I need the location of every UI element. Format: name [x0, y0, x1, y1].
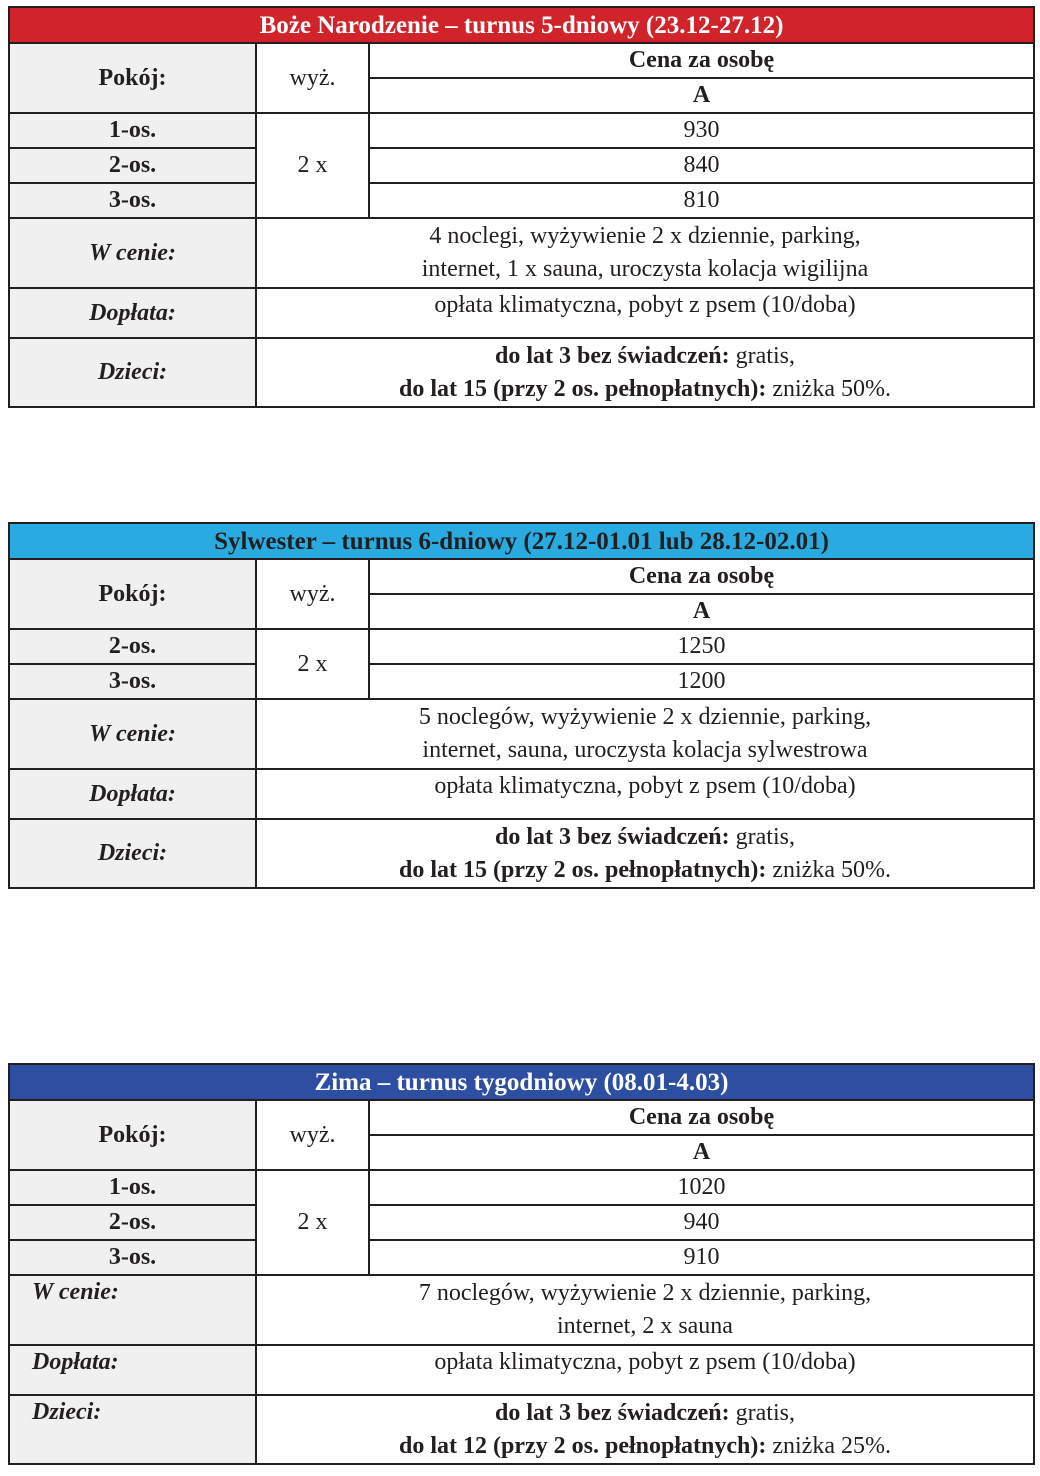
- room-type: 2-os.: [9, 148, 256, 183]
- children-line2-bold: do lat 12 (przy 2 os. pełnopłatnych):: [399, 1432, 767, 1459]
- room-type: 2-os.: [9, 1205, 256, 1240]
- included-text: [256, 218, 1034, 288]
- room-type: 3-os.: [9, 664, 256, 699]
- children-line1-bold: do lat 3 bez świadczeń:: [495, 342, 730, 369]
- meals-value: 2 x: [256, 1170, 369, 1275]
- category-header: A: [369, 594, 1034, 629]
- children-line2-rest: zniżka 50%.: [766, 375, 891, 402]
- children-line1-rest: gratis,: [729, 823, 795, 850]
- included-line: internet, 2 x sauna: [557, 1313, 733, 1339]
- children-text: [256, 819, 1034, 888]
- room-price: 910: [369, 1240, 1034, 1275]
- room-price: 810: [369, 183, 1034, 218]
- room-price: 1250: [369, 629, 1034, 664]
- children-line1-bold: do lat 3 bez świadczeń:: [495, 1399, 730, 1426]
- meals-header: wyż.: [256, 43, 369, 113]
- room-type: 3-os.: [9, 183, 256, 218]
- meals-value: 2 x: [256, 629, 369, 699]
- christmas-price-table: [8, 6, 1035, 408]
- children-text: [256, 1395, 1034, 1464]
- room-price: 930: [369, 113, 1034, 148]
- included-line: 7 noclegów, wyżywienie 2 x dziennie, parking,: [418, 1280, 872, 1306]
- room-price: 1020: [369, 1170, 1034, 1205]
- price-per-person-header: Cena za osobę: [369, 1100, 1034, 1135]
- meals-value: 2 x: [256, 113, 369, 218]
- children-line2-bold: do lat 15 (przy 2 os. pełnopłatnych):: [399, 856, 767, 883]
- room-price: 940: [369, 1205, 1034, 1240]
- room-price: 840: [369, 148, 1034, 183]
- included-label: W cenie:: [9, 218, 256, 288]
- extra-label: Dopłata:: [9, 769, 256, 819]
- category-header: A: [369, 1135, 1034, 1170]
- included-label: W cenie:: [9, 1275, 256, 1345]
- extra-text: opłata klimatyczna, pobyt z psem (10/doba): [256, 288, 1034, 338]
- room-type: 1-os.: [9, 1170, 256, 1205]
- room-header: Pokój:: [9, 1100, 256, 1170]
- category-header: A: [369, 78, 1034, 113]
- meals-header: wyż.: [256, 1100, 369, 1170]
- children-label: Dzieci:: [9, 1395, 256, 1464]
- newyear-title: Sylwester – turnus 6-dniowy (27.12-01.01 lub 28.12-02.01): [9, 523, 1034, 559]
- winter-price-table: [8, 1063, 1035, 1465]
- children-line1-bold: do lat 3 bez świadczeń:: [495, 823, 730, 850]
- christmas-title: Boże Narodzenie – turnus 5-dniowy (23.12-27.12): [9, 7, 1034, 43]
- included-text: [256, 1275, 1034, 1345]
- included-text: [256, 699, 1034, 769]
- children-label: Dzieci:: [9, 819, 256, 888]
- children-label: Dzieci:: [9, 338, 256, 407]
- children-text: [256, 338, 1034, 407]
- room-type: 2-os.: [9, 629, 256, 664]
- children-line1-rest: gratis,: [729, 342, 795, 369]
- extra-label: Dopłata:: [9, 288, 256, 338]
- children-line2-rest: zniżka 50%.: [766, 856, 891, 883]
- children-line2-rest: zniżka 25%.: [766, 1432, 891, 1459]
- room-header: Pokój:: [9, 43, 256, 113]
- winter-title: Zima – turnus tygodniowy (08.01-4.03): [9, 1064, 1034, 1100]
- children-line1-rest: gratis,: [729, 1399, 795, 1426]
- price-per-person-header: Cena za osobę: [369, 559, 1034, 594]
- meals-header: wyż.: [256, 559, 369, 629]
- children-line2-bold: do lat 15 (przy 2 os. pełnopłatnych):: [399, 375, 767, 402]
- included-line: internet, 1 x sauna, uroczysta kolacja wigilijna: [421, 256, 869, 282]
- extra-label: Dopłata:: [9, 1345, 256, 1395]
- included-line: internet, sauna, uroczysta kolacja sylwestrowa: [422, 737, 868, 763]
- price-per-person-header: Cena za osobę: [369, 43, 1034, 78]
- newyear-price-table: [8, 522, 1035, 889]
- included-line: 5 noclegów, wyżywienie 2 x dziennie, parking,: [418, 704, 872, 730]
- included-line: 4 noclegi, wyżywienie 2 x dziennie, parking,: [429, 223, 861, 249]
- room-price: 1200: [369, 664, 1034, 699]
- included-label: W cenie:: [9, 699, 256, 769]
- extra-text: opłata klimatyczna, pobyt z psem (10/doba): [256, 1345, 1034, 1395]
- extra-text: opłata klimatyczna, pobyt z psem (10/doba): [256, 769, 1034, 819]
- room-header: Pokój:: [9, 559, 256, 629]
- room-type: 1-os.: [9, 113, 256, 148]
- room-type: 3-os.: [9, 1240, 256, 1275]
